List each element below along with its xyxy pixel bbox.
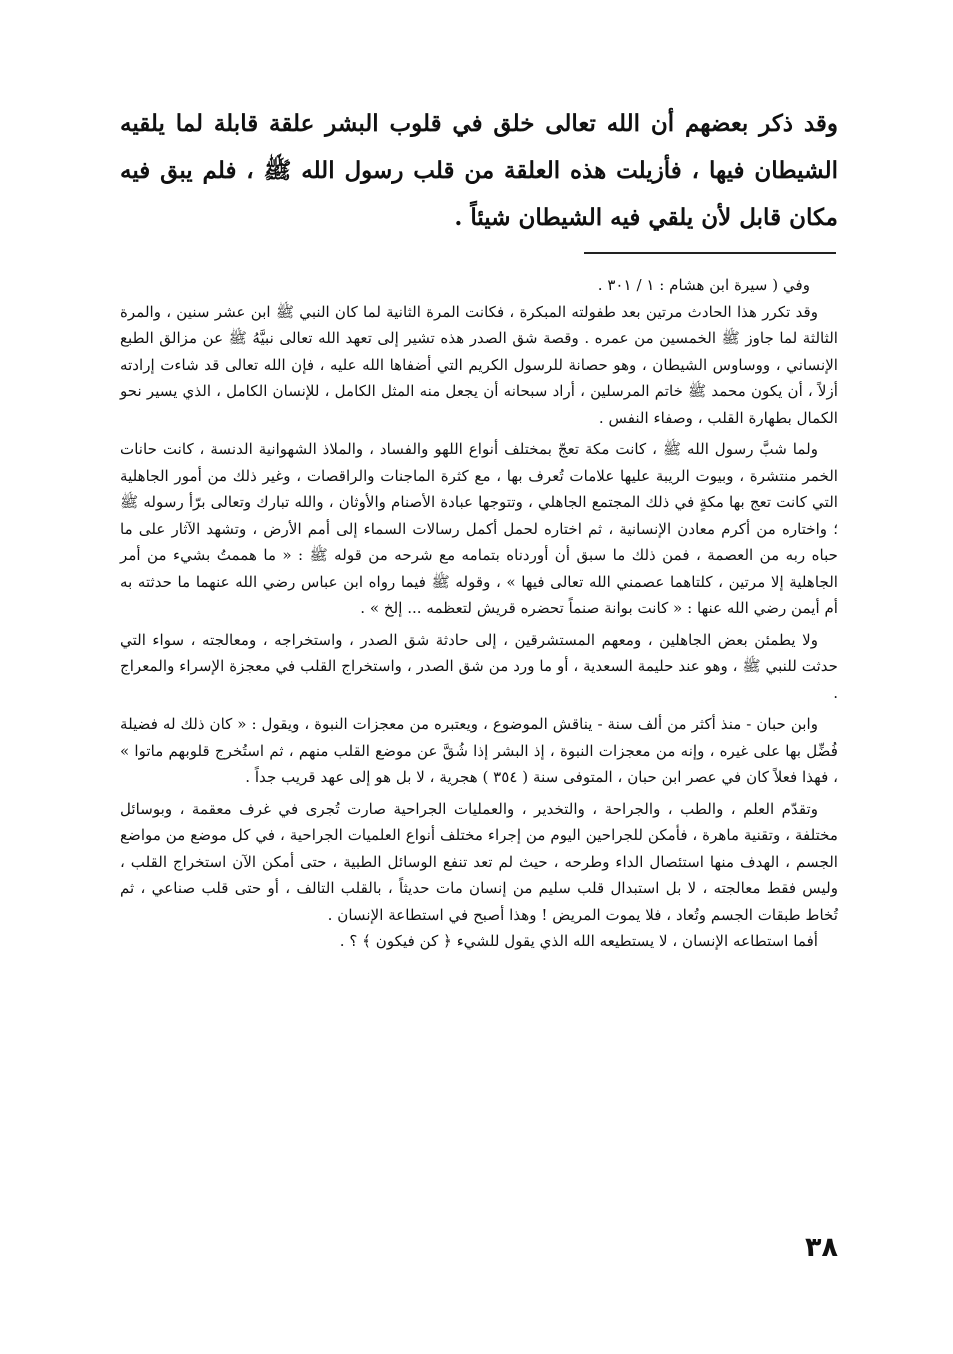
footnote-paragraph-5: وتقدّم العلم ، والطب ، والجراحة ، والتخدير ، والعمليات الجراحية صارت تُجرى في غرف معقمة ، وبوسائل مختلفة ، وتقنية ماهرة ، فأمكن للجراحين اليوم من إجراء مختلف أنواع العلميات الجراحية ، في كل موضع من مواضع الجسم ، الهدف منها استئصال الداء وطرحه ، حيث لم تعد تنفع الوسائل الطبية ، حتى أمكن الآن استخراج القلب ، وليس فقط معالجته ، لا بل استبدال قلب سليم من إنسان مات حديثاً ، بالقلب التالف ، أو حتى قلب صناعي ، ثم تُخاط طبقات الجسم وتُعاد ، فلا يموت المريض ! وهذا أصبح في استطاعة الإنسان . (120, 799, 838, 924)
footnote-paragraph-4: وابن حبان - منذ أكثر من ألف سنة - يناقش الموضوع ، ويعتبره من معجزات النبوة ، ويقول : « كان ذلك له فضيلة فُضِّل بها على غيره ، وإنه من معجزات النبوة ، إذ البشر إذا شُقَّ عن موضع القلب منهم ، ثم استُخرج قلوبهم ماتوا » ، فهذا فعلاً كان في عصر ابن حبان ، المتوفى سنة ( ٣٥٤ ) هجرية ، لا بل هو إلى عهد قريب جداً . (120, 715, 838, 786)
page-number: ٣٨ (805, 1232, 838, 1263)
footnote-paragraph-6: أفما استطاعه الإنسان ، لا يستطيعه الله الذي يقول للشيء ﴿ كن فيكون ﴾ ؟ . (339, 932, 818, 950)
footnote-paragraph-1: وقد تكرر هذا الحادث مرتين بعد طفولته المبكرة ، فكانت المرة الثانية لما كان النبي ﷺ ابن عشر سنين ، والمرة الثالثة لما جاوز ﷺ الخمسين من عمره . وقصة شق الصدر هذه تشير إلى تعهد الله تعالى نبيَّهُ ﷺ عن مزالق الطبع الإنساني ، ووساوس الشيطان ، وهو حصانة للرسول الكريم التي أضفاها الله عليه ، فإن الله تعالى قد شاءت إرادته أزلاً ، أن يكون محمد ﷺ خاتم المرسلين ، أراد سبحانه أن يجعل منه المثل الكامل ، للإنسان الكامل ، الذي يسير نحو الكمال بطهارة القلب ، وصفاء النفس . (120, 302, 838, 427)
footnote-separator (584, 252, 836, 254)
footnote-source: وفي ( سيرة ابن هشام : ١ / ٣٠١ . (597, 276, 810, 294)
main-paragraph: وقد ذكر بعضهم أن الله تعالى خلق في قلوب البشر علقة قابلة لما يلقيه الشيطان فيها ، فأزيلت هذه العلقة من قلب رسول الله ﷺ ، فلم يبق فيه مكان قابل لأن يلقي فيه الشيطان شيئاً . (120, 110, 838, 231)
footnotes-section (120, 272, 838, 955)
footnote-paragraph-3: ولا يطمئن بعض الجاهلين ، ومعهم المستشرقين ، إلى حادثة شق الصدر ، واستخراجه ، ومعالجته ، سواء التي حدثت للنبي ﷺ ، وهو عند حليمة السعدية ، أو ما ورد من شق الصدر ، واستخراج القلب في معجزة الإسراء والمعراج . (120, 630, 838, 702)
footnote-paragraph-2: ولما شبَّ رسول الله ﷺ ، كانت مكة تعجّ بمختلف أنواع اللهو والفساد ، والملاذ الشهوانية الدنسة ، كانت حانات الخمر منتشرة ، وبيوت الريبة عليها علامات تُعرف بها ، مع كثرة الماجنات والراقصات ، وغير ذلك من أمور الجاهلية التي كانت تعج بها مكةٍ في ذلك المجتمع الجاهلي ، وتتوجها عبادة الأصنام والأوثان ، والله تبارك وتعالى برّأ رسوله ﷺ ؛ واختاره من أكرم معادن الإنسانية ، ثم اختاره لحمل أكمل رسالات السماء إلى أمم الأرض ، وتشهد الآثار على ما حباه ربه من العصمة ، فمن ذلك ما سبق أن أوردناه بتمامه مع شرحه من قوله ﷺ : « ما هممتُ بشيء من أمر الجاهلية إلا مرتين ، كلتاهما عصمني الله تعالى فيها » ، وقوله ﷺ فيما رواه ابن عباس رضي الله عنهما ما حدثته به أم أيمن رضي الله عنها : « كانت بوانة صنماً تحضره قريش لتعظمه ... إلخ » . (120, 440, 838, 617)
